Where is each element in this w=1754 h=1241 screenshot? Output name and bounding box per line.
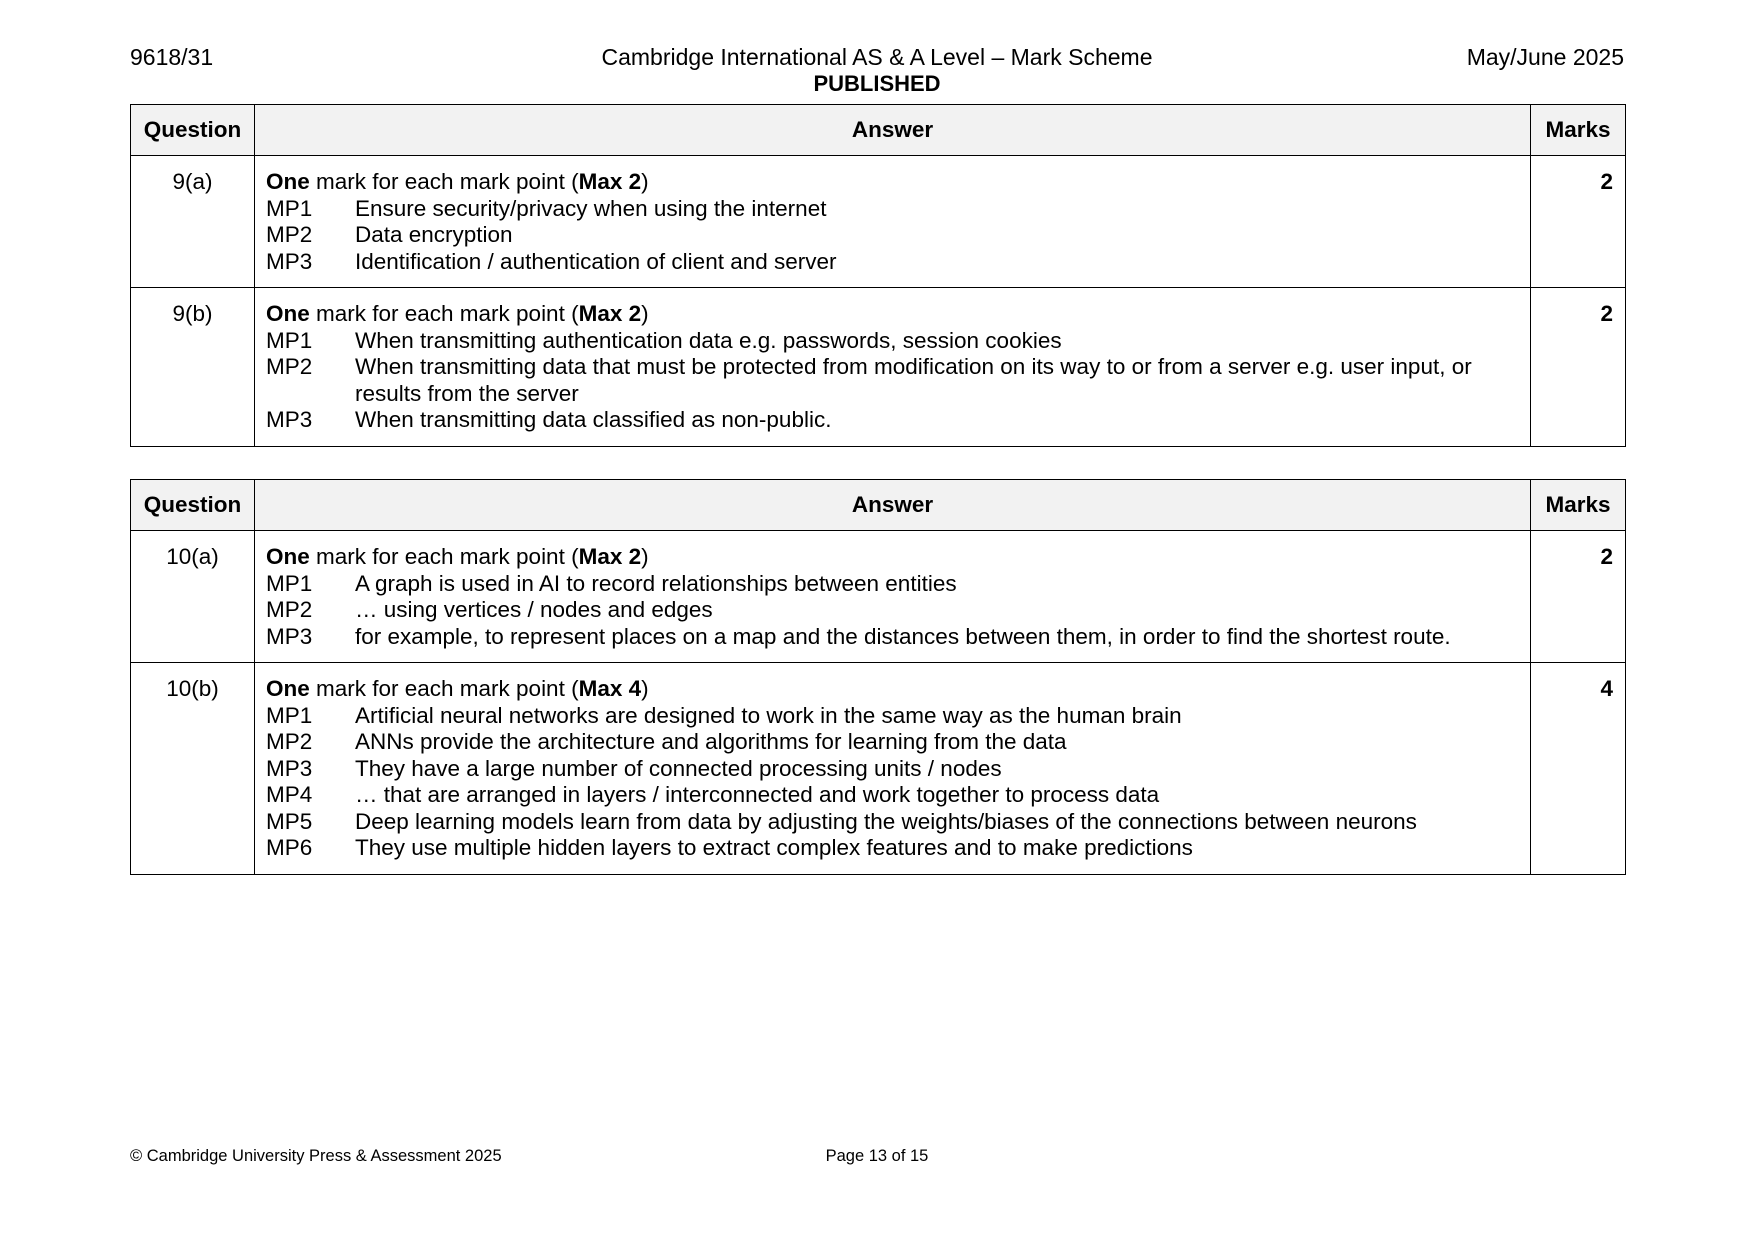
answer-cell	[254, 156, 1530, 288]
answer-column-header: Answer	[254, 480, 1530, 531]
question-number: 10(a)	[131, 531, 255, 663]
answer-column-header: Answer	[254, 105, 1530, 156]
marks-value: 4	[1531, 663, 1626, 875]
mark-point-code: MP6	[265, 835, 313, 860]
mark-point	[266, 782, 1518, 809]
mark-instruction: One mark for each mark point (Max 4)	[265, 676, 649, 701]
mark-point-code: MP3	[265, 755, 313, 781]
mark-point	[266, 597, 1518, 624]
answer-cell	[254, 531, 1530, 663]
mark-point	[266, 835, 1518, 862]
mark-point-text: Artificial neural networks are designed to work in the same way as the human brain	[354, 702, 1182, 728]
mark-instruction: One mark for each mark point (Max 2)	[265, 169, 649, 194]
table-header-row	[131, 480, 1626, 531]
mark-point-code: MP1	[265, 570, 313, 596]
mark-point-text: A graph is used in AI to record relationships between entities	[354, 570, 957, 596]
mark-point-code: MP4	[265, 782, 313, 807]
marks-value: 2	[1531, 288, 1626, 447]
mark-point-text: When transmitting data that must be protected from modification on its way to or from a server e.g. user input, or results from the server	[354, 354, 1472, 406]
mark-point-code: MP1	[265, 702, 313, 728]
document-title-text: Cambridge International AS & A Level – Mark Scheme	[601, 44, 1153, 70]
exam-session: May/June 2025	[1466, 44, 1624, 70]
table-row	[131, 663, 1626, 875]
mark-point-code: MP1	[265, 195, 313, 221]
mark-point-code: MP2	[265, 729, 313, 754]
table-header-row	[131, 105, 1626, 156]
mark-instruction: One mark for each mark point (Max 2)	[265, 544, 649, 569]
table-row	[131, 156, 1626, 288]
mark-point-text: Deep learning models learn from data by adjusting the weights/biases of the connections between neurons	[354, 808, 1417, 834]
mark-point-text: They use multiple hidden layers to extract complex features and to make predictions	[354, 835, 1193, 860]
mark-point-text: When transmitting data classified as non-public.	[354, 407, 832, 432]
mark-point-text: Identification / authentication of client and server	[354, 248, 837, 274]
mark-point	[266, 328, 1518, 355]
paper-code: 9618/31	[130, 44, 214, 70]
question-column-header: Question	[131, 480, 255, 531]
question-number: 9(b)	[131, 288, 255, 447]
mark-point-code: MP1	[265, 327, 313, 353]
mark-point-code: MP2	[265, 354, 313, 379]
table-row	[131, 288, 1626, 447]
mark-point	[266, 571, 1518, 598]
table-row	[131, 531, 1626, 663]
mark-point-code: MP3	[265, 407, 313, 432]
mark-point	[266, 703, 1518, 730]
marks-value: 2	[1531, 531, 1626, 663]
mark-point	[266, 624, 1518, 651]
mark-point	[266, 407, 1518, 434]
mark-point-text: for example, to represent places on a map and the distances between them, in order to find the shortest route.	[354, 623, 1451, 649]
marks-column-header: Marks	[1531, 105, 1626, 156]
question-number: 9(a)	[131, 156, 255, 288]
page-number: Page 13 of 15	[825, 1147, 929, 1165]
question-column-header: Question	[131, 105, 255, 156]
mark-point-text: They have a large number of connected processing units / nodes	[354, 755, 1002, 781]
mark-point	[266, 809, 1518, 836]
mark-scheme-table-1	[130, 104, 1626, 447]
mark-point-code: MP2	[265, 597, 313, 622]
marks-column-header: Marks	[1531, 480, 1626, 531]
answer-cell	[254, 663, 1530, 875]
copyright-notice: © Cambridge University Press & Assessment 2025	[130, 1147, 502, 1165]
mark-point-text: Data encryption	[354, 222, 513, 247]
published-label: PUBLISHED	[813, 71, 941, 96]
mark-point	[266, 756, 1518, 783]
marks-value: 2	[1531, 156, 1626, 288]
mark-point	[266, 222, 1518, 249]
mark-scheme-table-2	[130, 479, 1626, 875]
mark-point-code: MP2	[265, 222, 313, 247]
mark-point-text: ANNs provide the architecture and algorithms for learning from the data	[354, 729, 1067, 754]
question-number: 10(b)	[131, 663, 255, 875]
mark-point	[266, 354, 1518, 407]
mark-point	[266, 729, 1518, 756]
mark-point-text: … using vertices / nodes and edges	[354, 597, 713, 622]
mark-point-code: MP5	[265, 808, 313, 834]
mark-point	[266, 196, 1518, 223]
mark-point-text: When transmitting authentication data e.g. passwords, session cookies	[354, 327, 1062, 353]
answer-cell	[254, 288, 1530, 447]
mark-point-code: MP3	[265, 248, 313, 274]
mark-point	[266, 249, 1518, 276]
mark-point-code: MP3	[265, 623, 313, 649]
mark-instruction: One mark for each mark point (Max 2)	[265, 301, 649, 326]
mark-point-text: Ensure security/privacy when using the internet	[354, 195, 827, 221]
mark-point-text: … that are arranged in layers / interconnected and work together to process data	[354, 782, 1160, 807]
